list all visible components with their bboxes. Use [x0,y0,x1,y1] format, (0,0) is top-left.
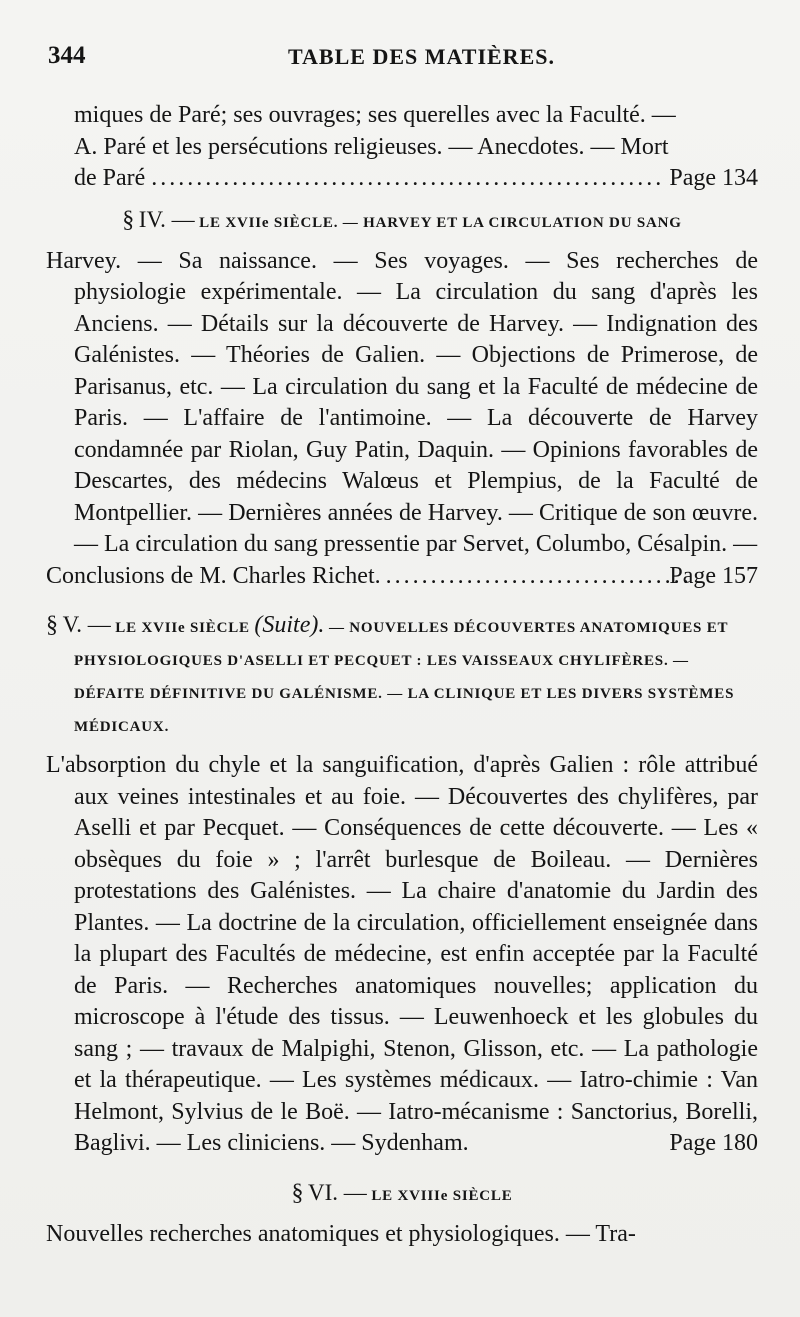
section-4-last-text: Conclusions de M. Charles Richet. [46,562,381,589]
page-reference: Page 180 [669,1130,758,1156]
section-4-heading [46,203,758,240]
section-5-summary [46,750,758,1160]
continuation-last-line [74,163,758,195]
section-6-heading [46,1176,758,1213]
page-header [48,42,760,82]
section-6-summary: Nouvelles recherches anatomiques et physiologiques. — Tra- [46,1220,636,1247]
table-of-contents [46,100,758,1250]
page-number: 344 [48,42,86,69]
page-reference: Page 157 [669,562,758,589]
continuation-line-1: miques de Paré; ses ouvrages; ses querelles avec la Faculté. — [74,102,676,128]
section-title-rest: — NOUVELLES DÉCOUVERTES ANATOMIQUES ET PHYSIOLOGIQUES D'ASELLI ET PECQUET : LES VAISSEAUX CHYLIFÈRES. — DÉFAITE DÉFINITIVE DU GALÉNISME. — LA CLINIQUE ET LES DIVERS SYSTÈMES MÉDICAUX. [74,620,735,735]
section-title: LE XVIIIe SIÈCLE [371,1187,513,1204]
continuation-last-text: de Paré [74,165,146,191]
section-6-body [46,1219,758,1251]
section-sign: § [46,612,58,638]
section-sign: § [122,206,135,233]
section-4-summary: Harvey. — Sa naissance. — Ses voyages. — Ses recherches de physiologie expérimentale. — La circulation du sang d'après les Anciens. — Détails sur la découverte de Harvey. — Indignation des Galénistes. — Théories de Galien. — Objections de Primerose, de Parisanus, etc. — La circulation du sang et la Faculté de médecine de Paris. — L'affaire de l'antimoine. — La découverte de Harvey condamnée par Riolan, Guy Patin, Daquin. — Opinions favorables de Descartes, des médecins Walœus et Plempius, de la Faculté de Montpellier. — Dernières années de Harvey. — Critique de son œuvre. — La circulation du sang pressentie par Servet, Columbo, Césalpin. — [46,247,758,557]
dot-leader [387,561,692,593]
section-5-heading [46,608,758,744]
page-reference: Page 134 [669,165,758,191]
section-number: V. — [62,612,111,637]
section-number: IV. — [138,206,195,232]
dot-leader [151,163,663,195]
section-title: LE XVIIe SIÈCLE. — HARVEY ET LA CIRCULATION DU SANG [199,214,682,231]
section-title-start: LE XVIIe SIÈCLE [115,620,250,636]
section-3-continuation [46,100,758,195]
section-4-last-line [46,561,758,593]
continuation-line-2: A. Paré et les persécutions religieuses. — Anecdotes. — Mort [74,133,669,160]
section-5-body [46,750,758,1160]
section-sign: § [291,1179,304,1206]
running-head: TABLE DES MATIÈRES. [288,44,555,69]
section-4-body [46,246,758,593]
section-number: VI. — [308,1179,367,1205]
section-title-suite: (Suite). [254,612,325,638]
section-5-text: L'absorption du chyle et la sanguification, d'après Galien : rôle attribué aux veines intestinales et au foie. — Découvertes des chylifères, par Aselli et par Pecquet. — Conséquences de cette découverte. — Les « obsèques du foie » ; l'arrêt burlesque de Boileau. — Dernières protestations des Galénistes. — La chaire d'anatomie du Jardin des Plantes. — La doctrine de la circulation, officiellement enseignée dans la plupart des Facultés de médecine, est enfin acceptée par la Faculté de Paris. — Recherches anatomiques nouvelles; application du microscope à l'étude des tissus. — Leuwenhoeck et les globules du sang ; — travaux de Malpighi, Stenon, Glisson, etc. — La pathologie et la thérapeutique. — Les systèmes médicaux. — Iatro-chimie : Van Helmont, Sylvius de le Boë. — Iatro-mécanisme : Sanctorius, Borelli, Baglivi. — Les cliniciens. — Sydenham. [46,752,758,1156]
